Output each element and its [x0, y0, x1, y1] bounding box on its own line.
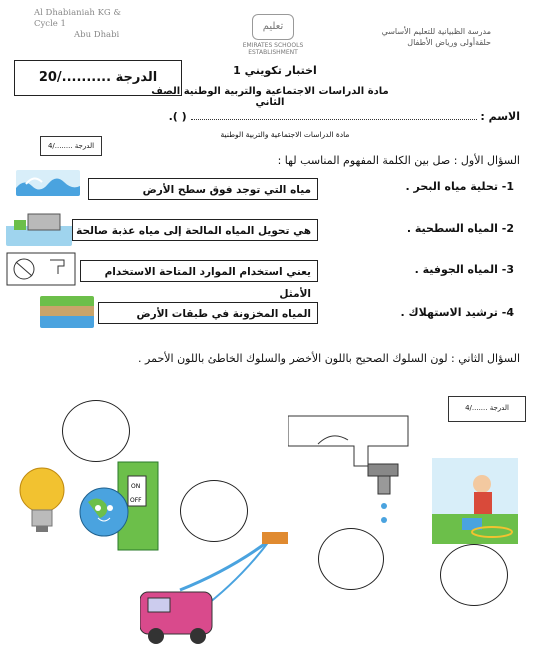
answer-circle-1[interactable] [62, 400, 130, 462]
school-name-en-line: Al Dhabianiah KG & Cycle 1 [34, 8, 121, 29]
quiz-title: اختبار تكويني 1 [233, 64, 317, 77]
desalination-plant-icon [6, 210, 72, 246]
dripping-tap-icon [288, 414, 428, 534]
q2-grade-box: الدرجة ......./4 [448, 396, 526, 422]
term-1: 1- تحلية مياه البحر . [405, 180, 514, 193]
term-2: 2- المياه السطحية . [406, 222, 514, 235]
light-bulb-icon [12, 462, 72, 540]
grade-total: /20 [38, 70, 62, 85]
name-field[interactable] [191, 119, 477, 120]
answer-circle-3[interactable] [318, 528, 384, 590]
name-row [84, 110, 520, 123]
answer-circle-4[interactable] [440, 544, 508, 606]
school-name-ar-line1: مدرسة الظبيانية للتعليم الأساسي [381, 27, 491, 36]
definition-4: المياه المخزونة في طبقات الأرض [98, 302, 318, 324]
definition-1: مياه التي توجد فوق سطح الأرض [88, 178, 318, 200]
term-4: 4- ترشيد الاستهلاك . [400, 306, 514, 319]
switch-off-text: OFF [130, 497, 142, 504]
q1-prompt: السؤال الأول : صل بين الكلمة المفهوم المناسب لها : [277, 154, 520, 167]
school-name-ar-line2: حلقةأولى ورياض الأطفال [407, 38, 491, 47]
ministry-logo-sub: EMIRATES SCHOOLS ESTABLISHMENT [242, 42, 304, 56]
grade-dots: .......... [61, 70, 112, 85]
q2-prompt: السؤال الثاني : لون السلوك الصحيح باللون الأخضر والسلوك الخاطئ باللون الأحمر . [138, 352, 520, 365]
ministry-logo-mark: تعليم [252, 14, 294, 40]
sea-wave-icon [16, 170, 80, 196]
school-city-en: Abu Dhabi [74, 30, 120, 40]
definition-3: يعني استخدام الموارد المتاحة الاستخدام الأمثل [80, 260, 318, 282]
switch-on-text: ON [131, 483, 141, 490]
quiz-subtitle: مادة الدراسات الاجتماعية والتربية الوطنية الصف الثاني [151, 86, 389, 108]
q1-grade-box: الدرجة ......../4 [40, 136, 102, 156]
name-paren: ( ). [168, 110, 187, 123]
subject-line: مادة الدراسات الاجتماعية والتربية الوطنية [220, 130, 350, 139]
term-3: 3- المياه الجوفية . [414, 263, 514, 276]
definition-2: هي تحويل المياه المالحة إلى مياه عذبة صالحة [72, 219, 318, 241]
car-wash-hose-icon [140, 532, 290, 650]
ministry-logo [228, 14, 318, 56]
grade-label: الدرجة [115, 70, 158, 85]
school-name-ar [341, 26, 491, 48]
water-saving-sign-icon [6, 252, 76, 286]
name-label: الاسم : [480, 110, 520, 123]
school-name-en [34, 8, 144, 41]
groundwater-layers-icon [40, 296, 94, 328]
boy-watering-hose-icon [432, 458, 518, 544]
